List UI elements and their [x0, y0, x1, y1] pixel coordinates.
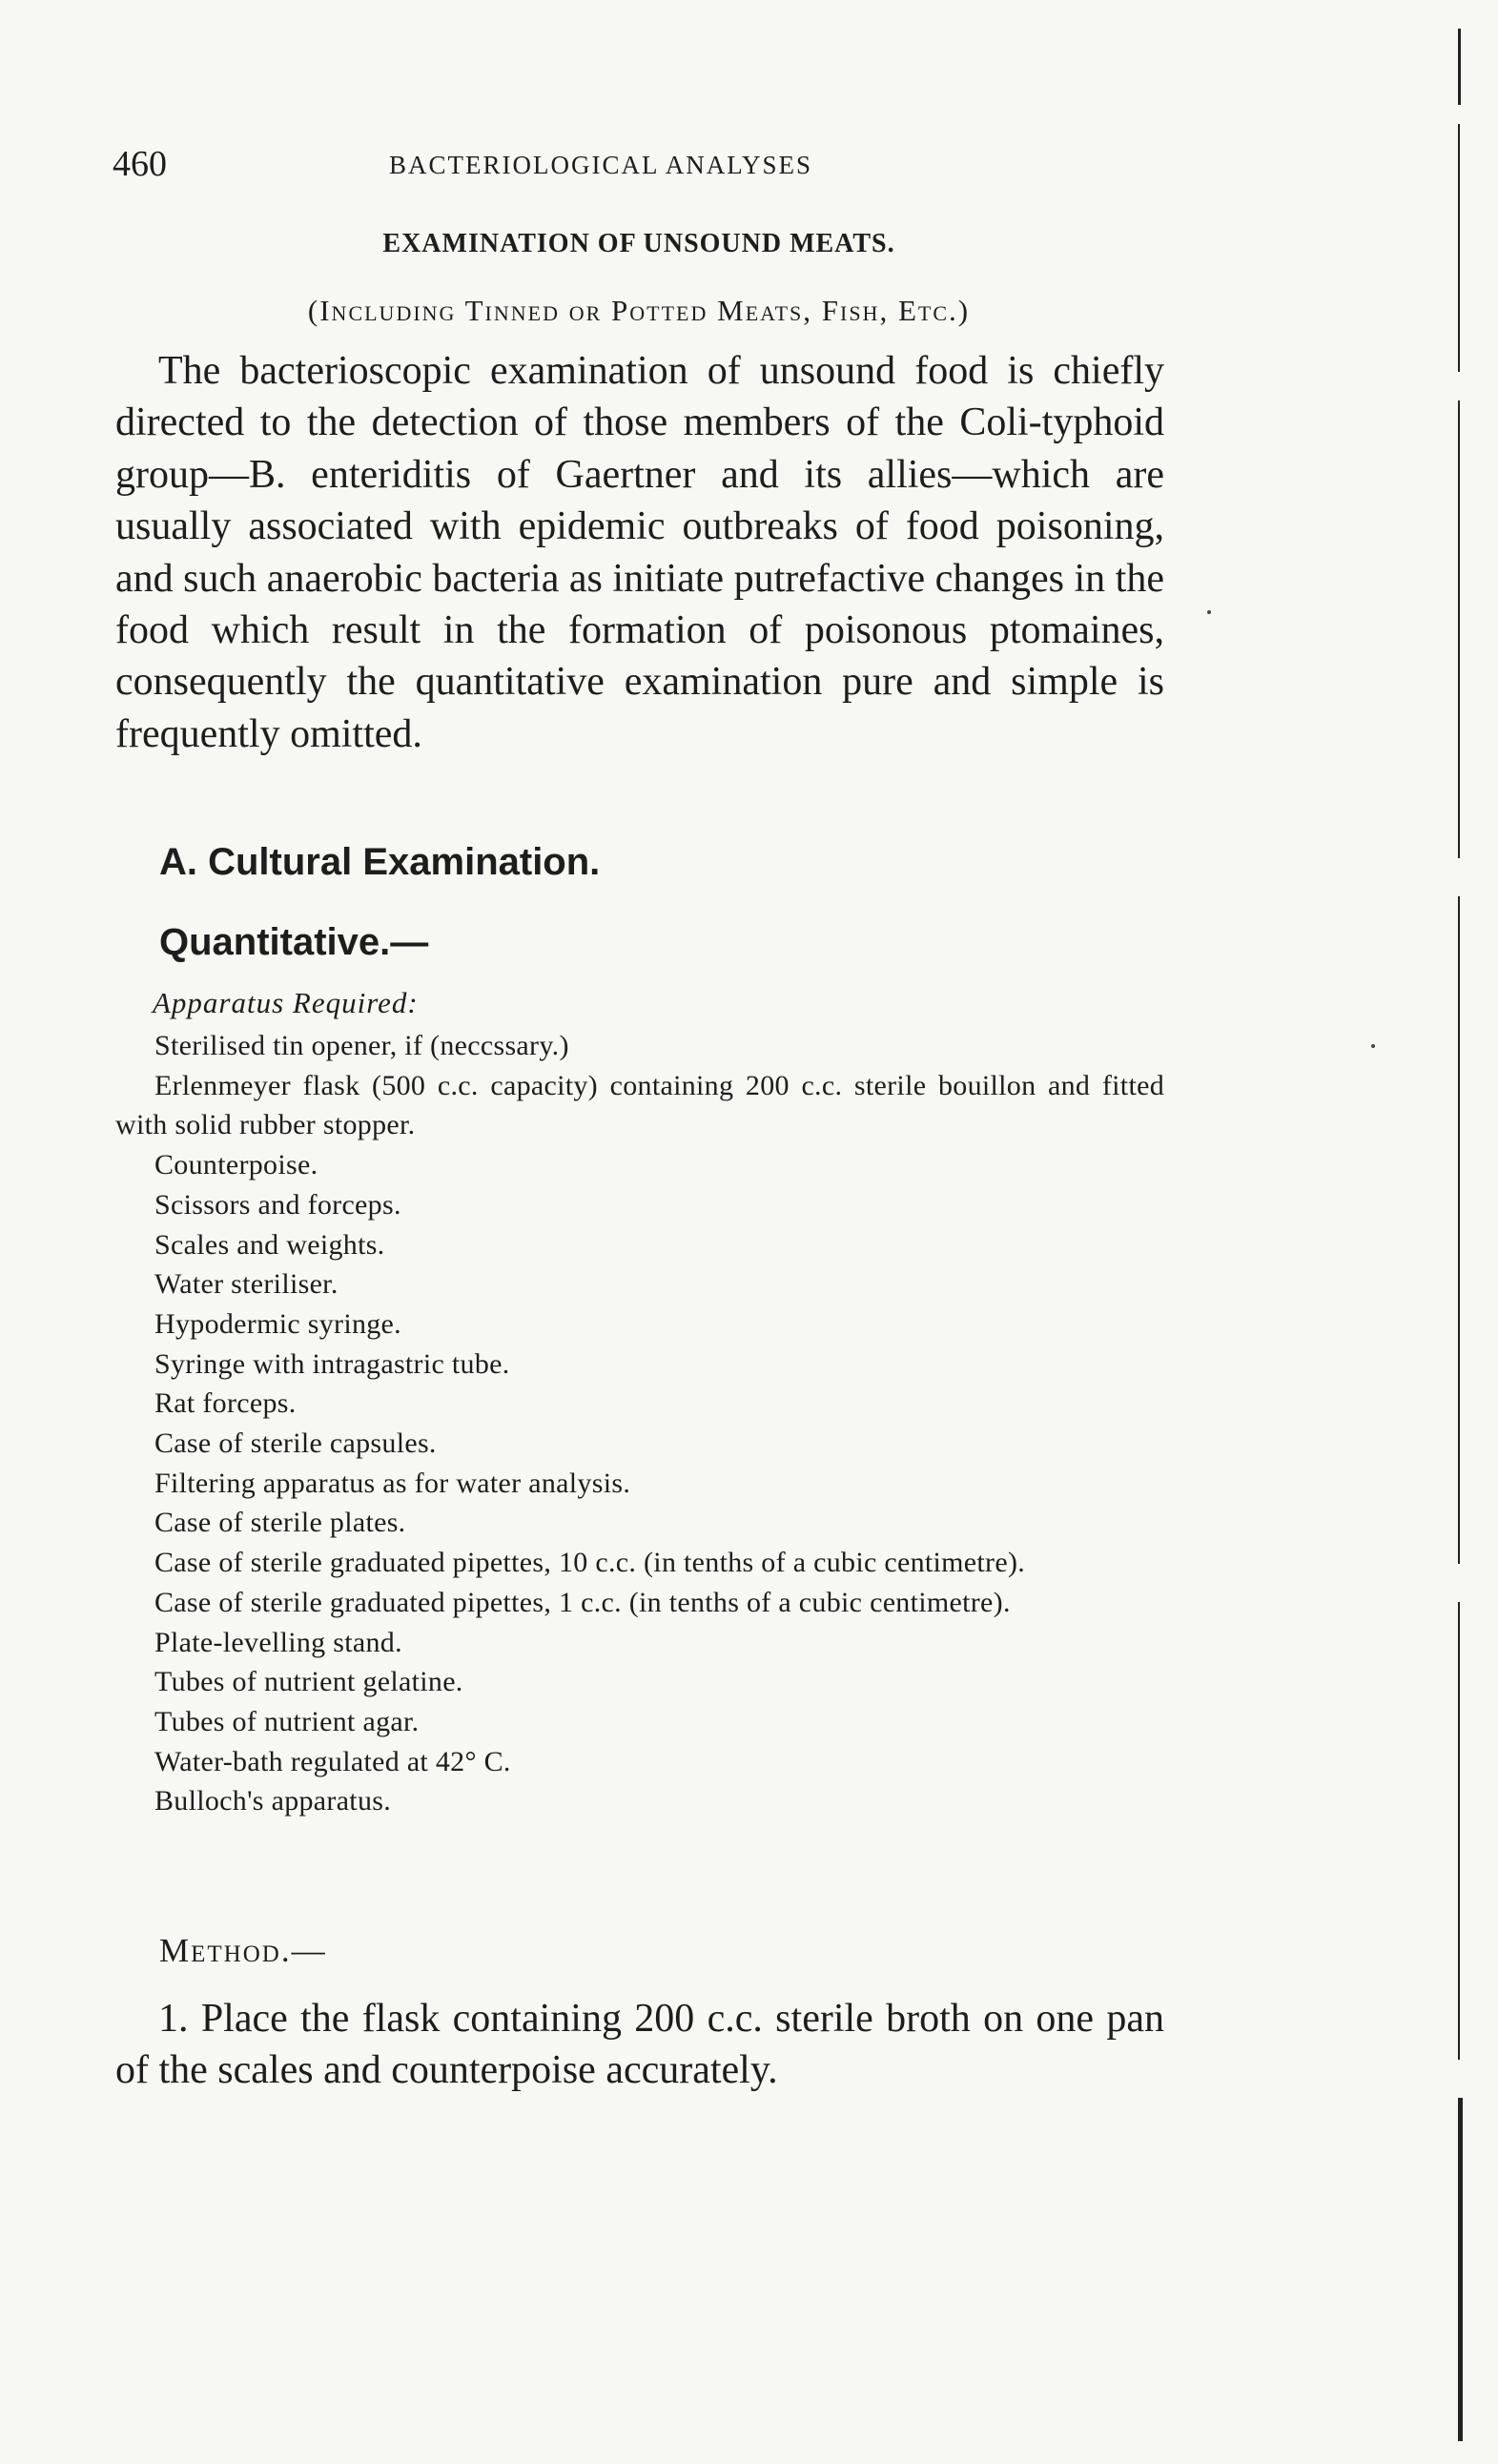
- list-item: Bulloch's apparatus.: [154, 1785, 392, 1817]
- method-heading: Method.—: [159, 1932, 327, 1969]
- list-item: Filtering apparatus as for water analysis.: [154, 1467, 631, 1499]
- list-item: Tubes of nutrient gelatine.: [154, 1666, 463, 1698]
- quantitative-heading: Quantitative.—: [159, 921, 429, 963]
- list-item: Tubes of nutrient agar.: [154, 1705, 420, 1737]
- intro-paragraph: The bacterioscopic examination of unsound food is chiefly directed to the detection of those members of the Coli-typhoid group—B. enteriditis of Gaertner and its allies—which are usually associated with epidemic outbreaks of food poisoning, and such anaerobic bacteria as initiate putrefactive changes in the food which result in the formation of poisonous ptomaines, consequently the quantitative examination pure and simple is frequently omitted.: [115, 349, 1164, 756]
- scan-edge-line: [1458, 2098, 1463, 2441]
- scan-speck: [1207, 610, 1211, 614]
- apparatus-list: [115, 1026, 1164, 1821]
- apparatus-label: Apparatus Required:: [153, 986, 419, 1019]
- section-title: EXAMINATION OF UNSOUND MEATS.: [382, 229, 895, 258]
- scan-edge-line: [1458, 896, 1460, 1564]
- list-item: Erlenmeyer flask (500 c.c. capacity) containing 200 c.c. sterile bouillon and fitted with solid rubber stopper.: [115, 1069, 1164, 1141]
- list-item: Rat forceps.: [154, 1387, 297, 1420]
- scan-edge-line: [1458, 124, 1460, 372]
- list-item: Scissors and forceps.: [154, 1188, 401, 1221]
- scan-speck: [1371, 1044, 1375, 1048]
- scan-edge-line: [1458, 1602, 1460, 2060]
- list-item: Case of sterile plates.: [154, 1507, 406, 1539]
- list-item: Case of sterile capsules.: [154, 1427, 437, 1460]
- list-item: Counterpoise.: [154, 1149, 318, 1181]
- list-item: Case of sterile graduated pipettes, 1 c.c. (in tenths of a cubic centimetre).: [154, 1586, 1011, 1618]
- scan-edge-line: [1458, 29, 1461, 105]
- cultural-examination-heading: A. Cultural Examination.: [159, 841, 601, 883]
- section-subtitle: (Including Tinned or Potted Meats, Fish, Etc.): [307, 294, 971, 327]
- list-item: Water-bath regulated at 42° C.: [154, 1745, 511, 1777]
- method-step-1: 1. Place the flask containing 200 c.c. sterile broth on one pan of the scales and counterpoise accurately.: [115, 1997, 1164, 2092]
- list-item: Scales and weights.: [154, 1228, 385, 1261]
- list-item: Case of sterile graduated pipettes, 10 c.c. (in tenths of a cubic centimetre).: [154, 1547, 1026, 1579]
- list-item: Plate-levelling stand.: [154, 1626, 402, 1658]
- list-item: Hypodermic syringe.: [154, 1307, 401, 1340]
- list-item: Syringe with intragastric tube.: [154, 1347, 510, 1380]
- list-item: Sterilised tin opener, if (neccssary.): [154, 1030, 569, 1061]
- list-item: Water steriliser.: [154, 1268, 339, 1301]
- running-head: BACTERIOLOGICAL ANALYSES: [389, 151, 813, 179]
- scan-edge-line: [1458, 400, 1460, 858]
- page-number: 460: [113, 144, 167, 184]
- page-header: [113, 143, 1161, 184]
